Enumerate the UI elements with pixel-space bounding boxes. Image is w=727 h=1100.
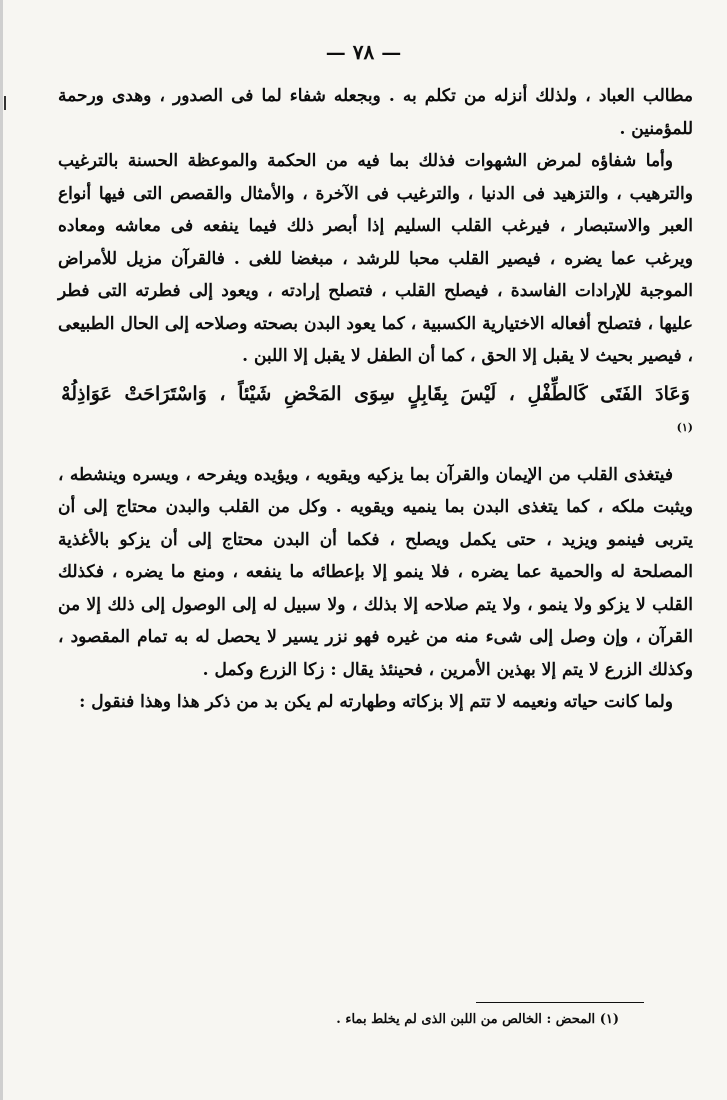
paragraph: ولما كانت حياته ونعيمه لا تتم إلا بزكاته وطهارته لم يكن بد من ذكر هذا وهذا فنقول : [79,692,673,713]
poetry-verse [58,377,693,449]
footnote: (١) المحض : الخالص من اللبن الذى لم يخلط بماء . [336,1012,619,1027]
verse-text: وَعَادَ الفَتَى كَالطِّفْلِ ، لَيْسَ بِقَابِلٍ سِوَى المَحْضِ شَيْئاً ، وَاسْتَرَاحَتْ عَوَاذِلُهْ [61,382,690,405]
footnote-marker: (١) [676,420,693,434]
paragraph: فيتغذى القلب من الإيمان والقرآن بما يزكيه ويقويه ، ويؤيده ويفرحه ، ويسره وينشطه ، ويثبت ملكه ، كما يتغذى البدن بما ينميه ويقويه . وكل من القلب والبدن محتاج إلى أن يتربى فينمو ويزيد ، حتى يكمل ويصلح ، فكما أن البدن محتاج إلى أن يزكو بالأغذية المصلحة له والحمية عما يضره ، فلا ينمو إلا بإعطائه ما ينفعه ، ومنع ما يضره ، فكذلك القلب لا يزكو ولا ينمو ، ولا يتم صلاحه إلا بذلك ، ولا سبيل له إلى الوصول إلى ذلك إلا من القرآن ، وإن وصل إلى شىء منه من غيره فهو نزر يسير لا يحصل له به تمام المقصود ، وكذلك الزرع لا يتم إلا بهذين الأمرين ، فحينئذ يقال : زكا الزرع وكمل . [58,464,693,680]
page-number: — ٧٨ — [325,40,402,64]
margin-mark [4,96,10,110]
footnote-divider [476,1002,644,1003]
main-text [58,80,693,719]
scan-edge [0,0,3,1100]
paragraph: مطالب العباد ، ولذلك أنزله من تكلم به . وبجعله شفاء لما فى الصدور ، وهدى ورحمة للمؤمنين . [58,86,693,139]
paragraph: وأما شفاؤه لمرض الشهوات فذلك بما فيه من الحكمة والموعظة الحسنة بالترغيب والترهيب ، والتزهيد فى الدنيا ، والترغيب فى الآخرة ، والأمثال والقصص التى فيها أنواع العبر والاستبصار ، فيرغب القلب السليم إذا أبصر ذلك فيما ينفعه فى معاشه ومعاده ويرغب عما يضره ، فيصير القلب محبا للرشد ، مبغضا للغى . فالقرآن مزيل للأمراض الموجبة للإرادات الفاسدة ، فيصلح القلب ، فتصلح إرادته ، ويعود إلى فطرته التى فطر عليها ، فتصلح أفعاله الاختيارية الكسبية ، كما يعود البدن بصحته وصلاحه إلى الحال الطبيعى ، فيصير بحيث لا يقبل إلا الحق ، كما أن الطفل لا يقبل إلا اللبن . [58,151,693,366]
